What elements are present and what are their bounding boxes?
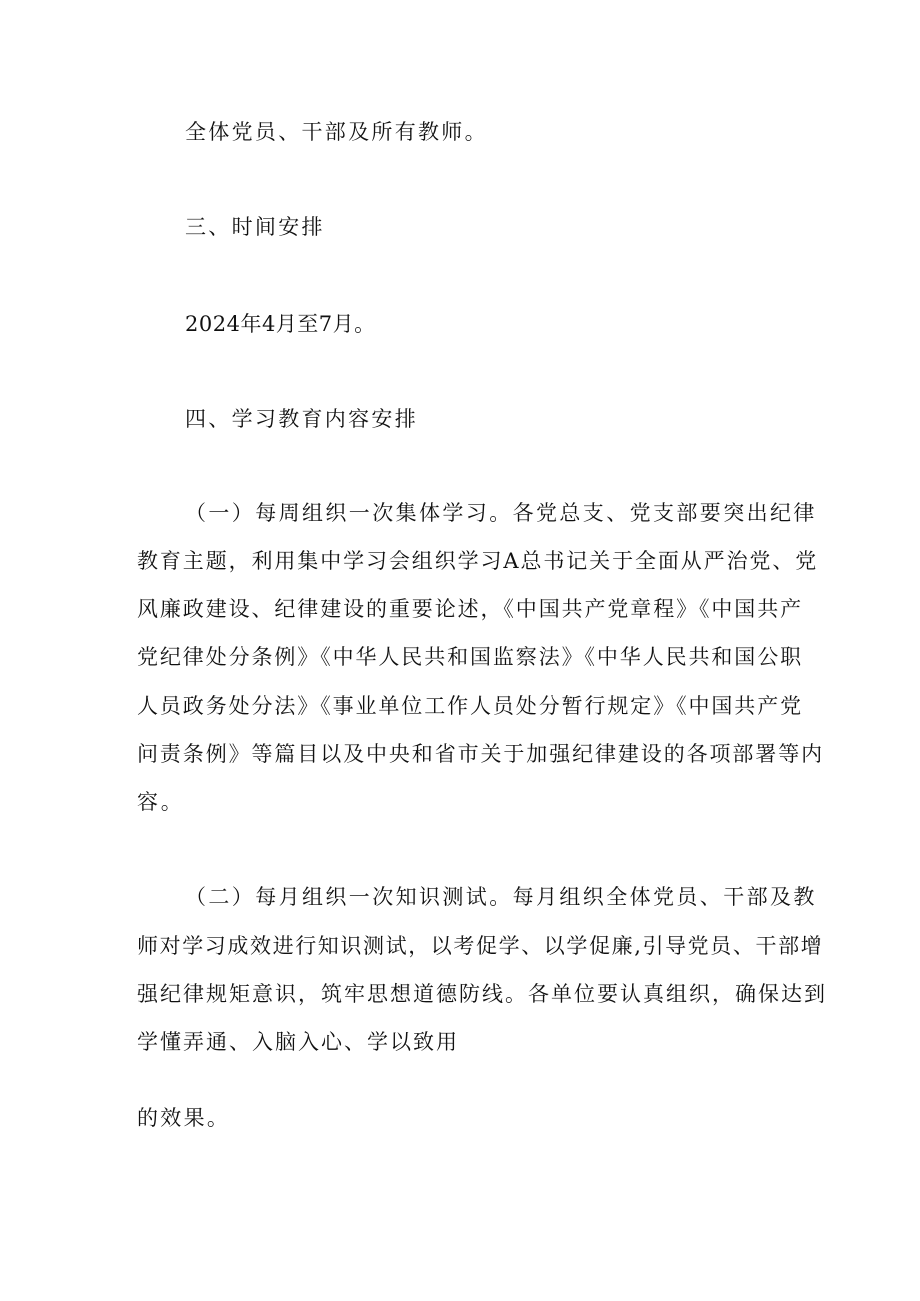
schedule-text: 2024年4月至7月。	[185, 312, 376, 336]
paragraph-line: 强纪律规矩意识，筑牢思想道德防线。各单位要认真组织，确保达到	[137, 982, 827, 1006]
paragraph-line: （二）每月组织一次知识测试。每月组织全体党员、干部及教	[185, 885, 817, 909]
paragraph-line: 教育主题，利用集中学习会组织学习A总书记关于全面从严治党、党	[137, 549, 819, 573]
paragraph-line: 问责条例》等篇目以及中央和省市关于加强纪律建设的各项部署等内	[137, 742, 824, 766]
paragraph-line: 党纪律处分条例》《中华人民共和国监察法》《中华人民共和国公职	[137, 645, 803, 669]
paragraph-line: 容。	[137, 790, 185, 814]
paragraph-line: 学懂弄通、入脑入心、学以致用	[137, 1030, 459, 1054]
paragraph-line: 风廉政建设、纪律建设的重要论述，《中国共产党章程》《中国共产	[137, 597, 803, 621]
paragraph-line: 人员政务处分法》《事业单位工作人员处分暂行规定》《中国共产党	[137, 694, 803, 718]
paragraph-line: （一）每周组织一次集体学习。各党总支、党支部要突出纪律	[185, 501, 817, 525]
audience-line: 全体党员、干部及所有教师。	[185, 120, 488, 144]
paragraph-line: 师对学习成效进行知识测试，以考促学、以学促廉,引导党员、干部增	[137, 934, 824, 958]
section-heading-content: 四、学习教育内容安排	[185, 407, 418, 431]
section-heading-time: 三、时间安排	[185, 215, 325, 239]
paragraph-tail: 的效果。	[137, 1106, 231, 1130]
